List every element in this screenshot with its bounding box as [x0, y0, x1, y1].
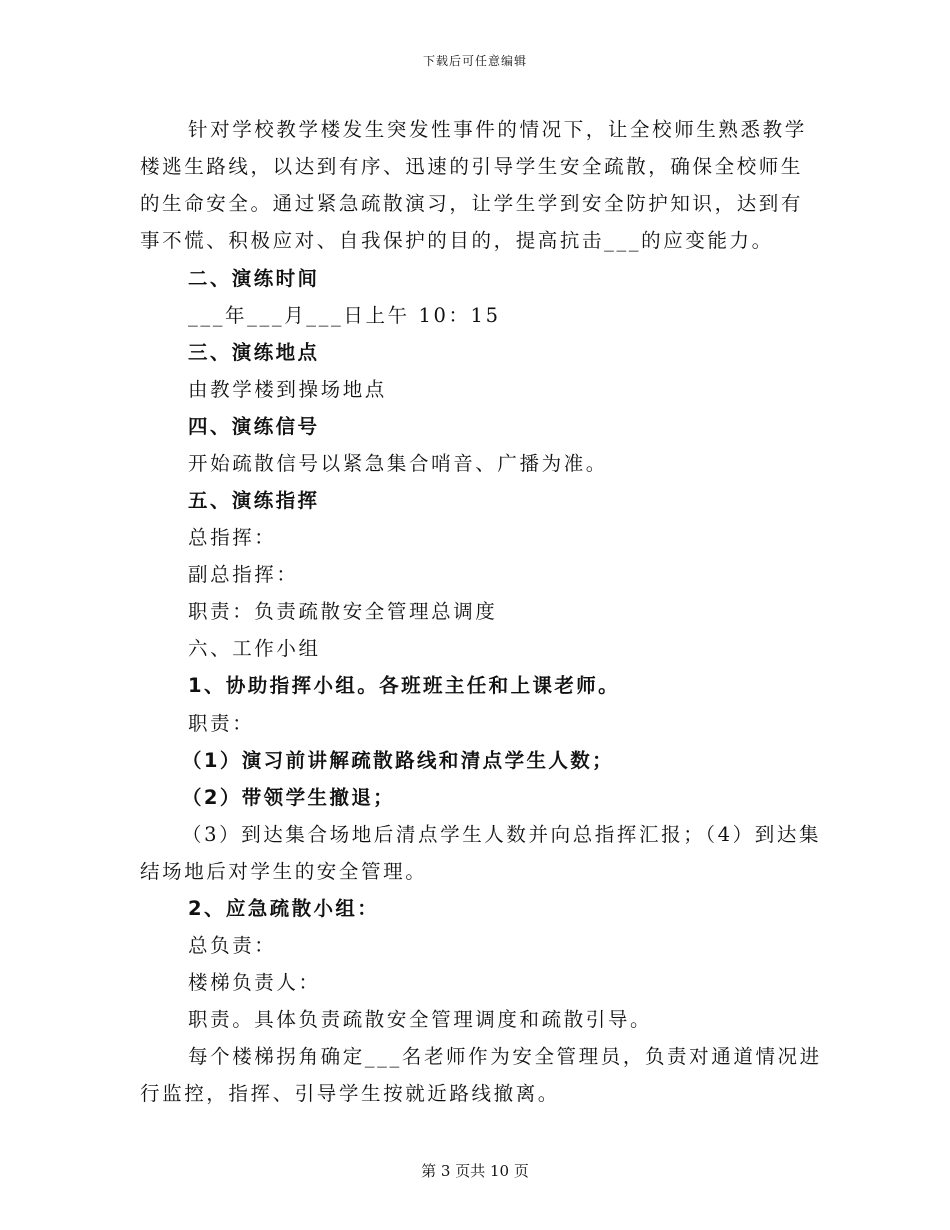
page-footer: 第 3 页共 10 页 [421, 1162, 529, 1180]
section-heading: 二、演练时间 [188, 267, 320, 290]
paragraph-line: 行监控，指挥、引导学生按就近路线撤离。 [140, 1082, 560, 1105]
section-heading: 六、工作小组 [188, 637, 321, 660]
paragraph-line: ___年___月___日上午 10：15 [188, 304, 501, 327]
paragraph-line: 楼梯负责人： [188, 971, 321, 994]
paragraph-line: 针对学校教学楼发生突发性事件的情况下，让全校师生熟悉教学 [188, 118, 807, 141]
paragraph-line: 职责： [188, 712, 255, 735]
section-heading: 五、演练指挥 [188, 489, 320, 512]
paragraph-line: 楼逃生路线，以达到有序、迅速的引导学生安全疏散，确保全校师生 [140, 155, 804, 178]
paragraph-line: 总负责： [188, 934, 277, 957]
subsection-heading: 1、协助指挥小组。各班班主任和上课老师。 [188, 674, 621, 697]
paragraph-line: 由教学楼到操场地点 [188, 378, 387, 401]
list-item: （3）到达集合场地后清点学生人数并向总指挥汇报；（4）到达集 [182, 823, 822, 846]
paragraph-line: 事不慌、积极应对、自我保护的目的，提高抗击___的应变能力。 [140, 229, 774, 252]
paragraph-line: 总指挥： [188, 526, 277, 549]
subsection-heading: 2、应急疏散小组： [188, 897, 380, 920]
list-item: （1）演习前讲解疏散路线和清点学生人数； [182, 749, 615, 772]
page-header: 下载后可任意编辑 [422, 54, 527, 68]
paragraph-line: 的生命安全。通过紧急疏散演习，让学生学到安全防护知识，达到有 [140, 192, 804, 215]
paragraph-line: 开始疏散信号以紧急集合哨音、广播为准。 [188, 452, 608, 475]
paragraph-line: 结场地后对学生的安全管理。 [140, 860, 428, 883]
paragraph-line: 职责。具体负责疏散安全管理调度和疏散引导。 [188, 1008, 653, 1031]
section-heading: 三、演练地点 [188, 341, 320, 364]
paragraph-line: 副总指挥： [188, 563, 299, 586]
paragraph-line: 每个楼梯拐角确定___名老师作为安全管理员，负责对通道情况进 [188, 1045, 822, 1068]
paragraph-line: 职责：负责疏散安全管理总调度 [188, 600, 498, 623]
section-heading: 四、演练信号 [188, 415, 320, 438]
list-item: （2）带领学生撤退； [182, 786, 396, 809]
